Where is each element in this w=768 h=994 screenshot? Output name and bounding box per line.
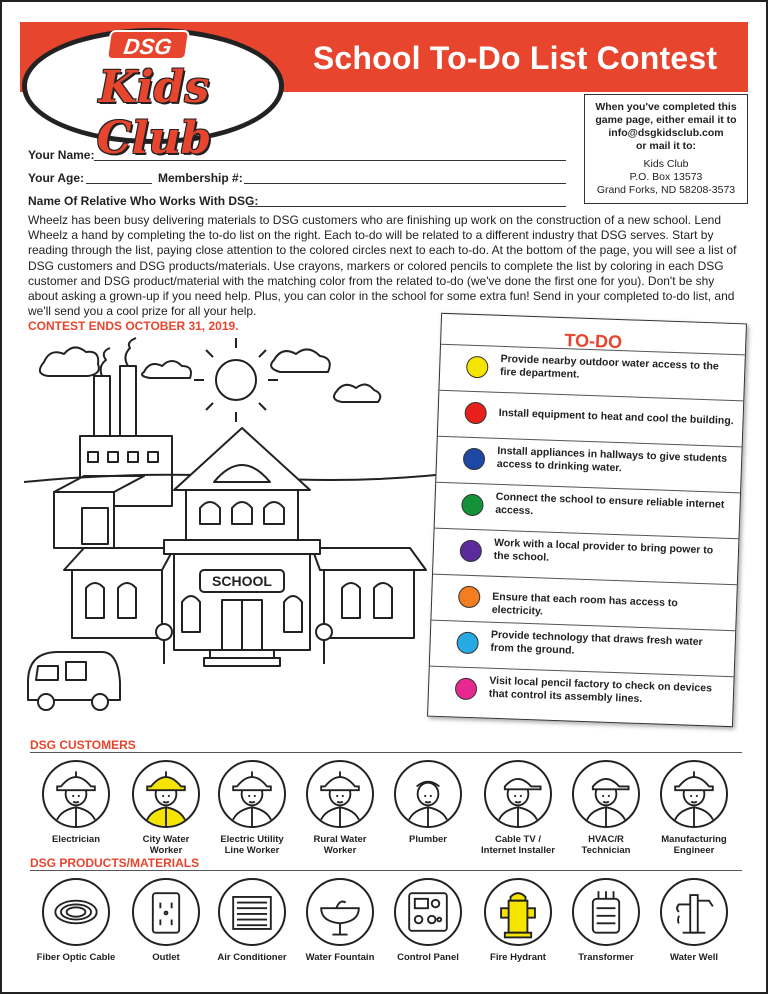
- mail-line: game page, either email it to: [595, 114, 737, 126]
- email-link[interactable]: info@dsgkidsclub.com: [608, 127, 724, 139]
- todo-item-text: Provide technology that draws fresh water from the ground.: [490, 628, 703, 657]
- customer-portrait[interactable]: [572, 760, 640, 828]
- cloud-icon: [142, 361, 191, 378]
- outlet-icon[interactable]: [132, 878, 200, 946]
- customer-portrait[interactable]: [484, 760, 552, 828]
- customer-label: Plumber: [408, 834, 447, 845]
- address-line: P.O. Box 13573: [629, 171, 703, 183]
- todo-list-card: [427, 313, 747, 727]
- intro-paragraph: Wheelz has been busy delivering materials to DSG customers who are finishing up work on the construction of a new school. Lend Wheelz a hand by completing the to-do list on the right. Each to-do will be related to a different industry that DSG serves. Start by reading through the list, paying close attention to the colored circles next to each to-do. At the bottom of the page, you will see a list of DSG customers and DSG products/materials. Use crayons, markers or colored pencils to complete the list by coloring in each DSG customer and DSG product/material with the matching color from the related to-do (we've done the first one for you). Don't be shy about asking a grown-up if you need help. Plus, you can color in the school for some extra fun! Send in your completed to-do list, and we'll send you a cool prize for all your help.: [28, 213, 737, 319]
- relative-field[interactable]: [248, 206, 566, 207]
- transformer-icon[interactable]: [572, 878, 640, 946]
- customer-label: Rural Water Worker: [313, 834, 367, 856]
- color-dot-green: [461, 494, 484, 517]
- customer-label: City Water Worker: [142, 834, 190, 856]
- ac-icon[interactable]: [218, 878, 286, 946]
- fountain-icon[interactable]: [306, 878, 374, 946]
- name-field[interactable]: [94, 160, 566, 161]
- kids-club-logo-text: Kids Club: [96, 62, 212, 164]
- customer-label: Manufacturing Engineer: [661, 834, 727, 856]
- membership-label: Membership #:: [158, 171, 243, 185]
- cable-icon[interactable]: [42, 878, 110, 946]
- color-dot-light-blue: [456, 632, 479, 655]
- sun-icon: [194, 338, 278, 422]
- product-label: Water Well: [669, 952, 719, 963]
- product-label: Control Panel: [397, 952, 459, 963]
- todo-item-text: Work with a local provider to bring power to the school.: [493, 536, 714, 564]
- mail-instructions-box: [584, 94, 748, 204]
- contest-deadline: CONTEST ENDS OCTOBER 31, 2019.: [28, 319, 239, 333]
- customer-portrait[interactable]: [132, 760, 200, 828]
- product-label: Fiber Optic Cable: [36, 952, 116, 963]
- school-sign-text: SCHOOL: [212, 573, 272, 589]
- name-label: Your Name:: [28, 148, 95, 162]
- age-field[interactable]: [86, 183, 152, 184]
- todo-item: [428, 666, 733, 725]
- address-line: Grand Forks, ND 58208-3573: [596, 184, 736, 196]
- customer-label: Electrician: [51, 834, 101, 845]
- todo-item-text: Ensure that each room has access to electricity.: [491, 590, 678, 618]
- customers-divider: [30, 752, 742, 753]
- product-label: Fire Hydrant: [490, 952, 546, 963]
- customer-label: Cable TV / Internet Installer: [481, 834, 555, 856]
- relative-label: Name Of Relative Who Works With DSG:: [28, 194, 259, 208]
- membership-field[interactable]: [244, 183, 566, 184]
- products-divider: [30, 870, 742, 871]
- product-label: Outlet: [152, 952, 180, 963]
- cloud-icon: [334, 384, 380, 402]
- cloud-icon: [40, 347, 99, 376]
- customer-label: Electric Utility Line Worker: [220, 834, 284, 856]
- todo-item-text: Visit local pencil factory to check on devices that control its assembly lines.: [488, 674, 713, 706]
- page-title: School To-Do List Contest: [312, 40, 718, 76]
- todo-title: TO-DO: [564, 330, 623, 353]
- hydrant-icon[interactable]: [484, 878, 552, 946]
- school-building: [164, 428, 320, 666]
- todo-item-text: Provide nearby outdoor water access to the fire department.: [499, 352, 719, 381]
- customer-portrait[interactable]: [218, 760, 286, 828]
- delivery-van-illustration: [28, 652, 120, 710]
- address-line: Kids Club: [643, 158, 689, 170]
- customer-portrait[interactable]: [660, 760, 728, 828]
- todo-item-text: Install appliances in hallways to give students access to drinking water.: [496, 444, 728, 475]
- well-icon[interactable]: [660, 878, 728, 946]
- customers-heading: DSG CUSTOMERS: [30, 738, 136, 752]
- customer-portrait[interactable]: [306, 760, 374, 828]
- panel-icon[interactable]: [394, 878, 462, 946]
- color-dot-orange: [458, 586, 481, 609]
- color-dot-blue: [463, 448, 486, 471]
- todo-item-text: Connect the school to ensure reliable internet access.: [495, 490, 725, 518]
- products-heading: DSG PRODUCTS/MATERIALS: [30, 856, 200, 870]
- color-dot-purple: [459, 540, 482, 563]
- product-label: Water Fountain: [305, 952, 375, 963]
- cloud-icon: [271, 349, 330, 372]
- color-dot-red: [464, 402, 487, 425]
- age-label: Your Age:: [28, 171, 84, 185]
- dsg-logo-badge: DSG: [106, 30, 190, 60]
- mail-line: or mail it to:: [635, 140, 697, 152]
- mail-line: When you've completed this: [595, 101, 737, 113]
- customer-portrait[interactable]: [394, 760, 462, 828]
- school-scene-illustration[interactable]: [24, 332, 464, 728]
- customer-label: HVAC/R Technician: [581, 834, 631, 856]
- customer-portrait[interactable]: [42, 760, 110, 828]
- product-label: Transformer: [578, 952, 634, 963]
- todo-item-text: Install equipment to heat and cool the building.: [498, 406, 734, 428]
- color-dot-pink: [455, 678, 478, 701]
- product-label: Air Conditioner: [217, 952, 287, 963]
- color-dot-yellow: [466, 356, 489, 379]
